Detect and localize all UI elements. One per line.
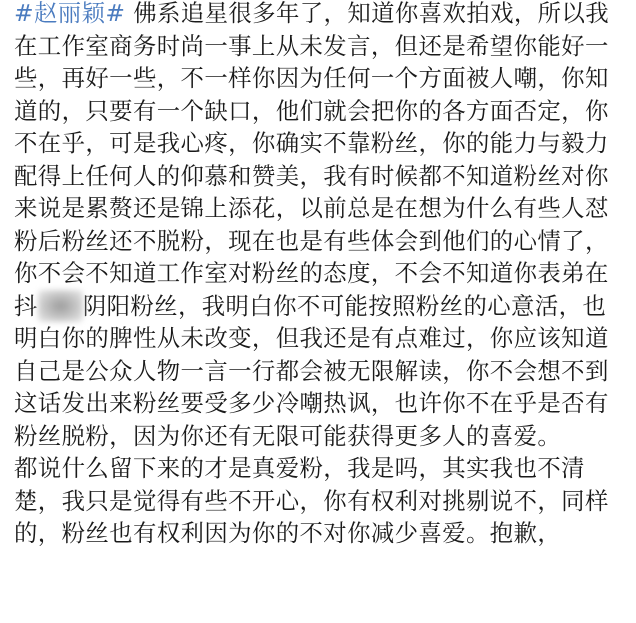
blurred-text <box>38 290 83 323</box>
paragraph-2: 都说什么留下来的才是真爱粉，我是吗，其实我也不清楚，我只是觉得有些不开心，你有权利对挑剔说不，同样的，粉丝也有权利因为你的不对你减少喜爱。抱歉， <box>14 454 609 547</box>
paragraph-1-text-b: 阴阳粉丝，我明白你不可能按照粉丝的心意活，也明白你的脾性从未改变，但我还是有点难过，你应该知道自己是公众人物一言一行都会被无限解读，你不会想不到这话发出来粉丝要受多少冷嘲热讽，也许你不在乎是否有粉丝脱粉，因为你还有无限可能获得更多人的喜爱。 <box>14 291 609 450</box>
hashtag-link[interactable]: #赵丽颖# <box>14 0 126 27</box>
paragraph-1 <box>14 0 622 452</box>
paragraph-1-text-a: 佛系追星很多年了，知道你喜欢拍戏，所以我在工作室商务时尚一事上从未发言，但还是希望你能好一些，再好一些，不一样你因为任何一个方面被人嘲，你知道的，只要有一个缺口，他们就会把你的各方面否定，你不在乎，可是我心疼，你确实不靠粉丝，你的能力与毅力配得上任何人的仰慕和赞美，我有时候都不知道粉丝对你来说是累赘还是锦上添花，以前总是在想为什么有些人怼粉后粉丝还不脱粉，现在也是有些体会到他们的心情了，你不会不知道工作室对粉丝的态度，不会不知道你表弟在抖 <box>14 0 610 320</box>
